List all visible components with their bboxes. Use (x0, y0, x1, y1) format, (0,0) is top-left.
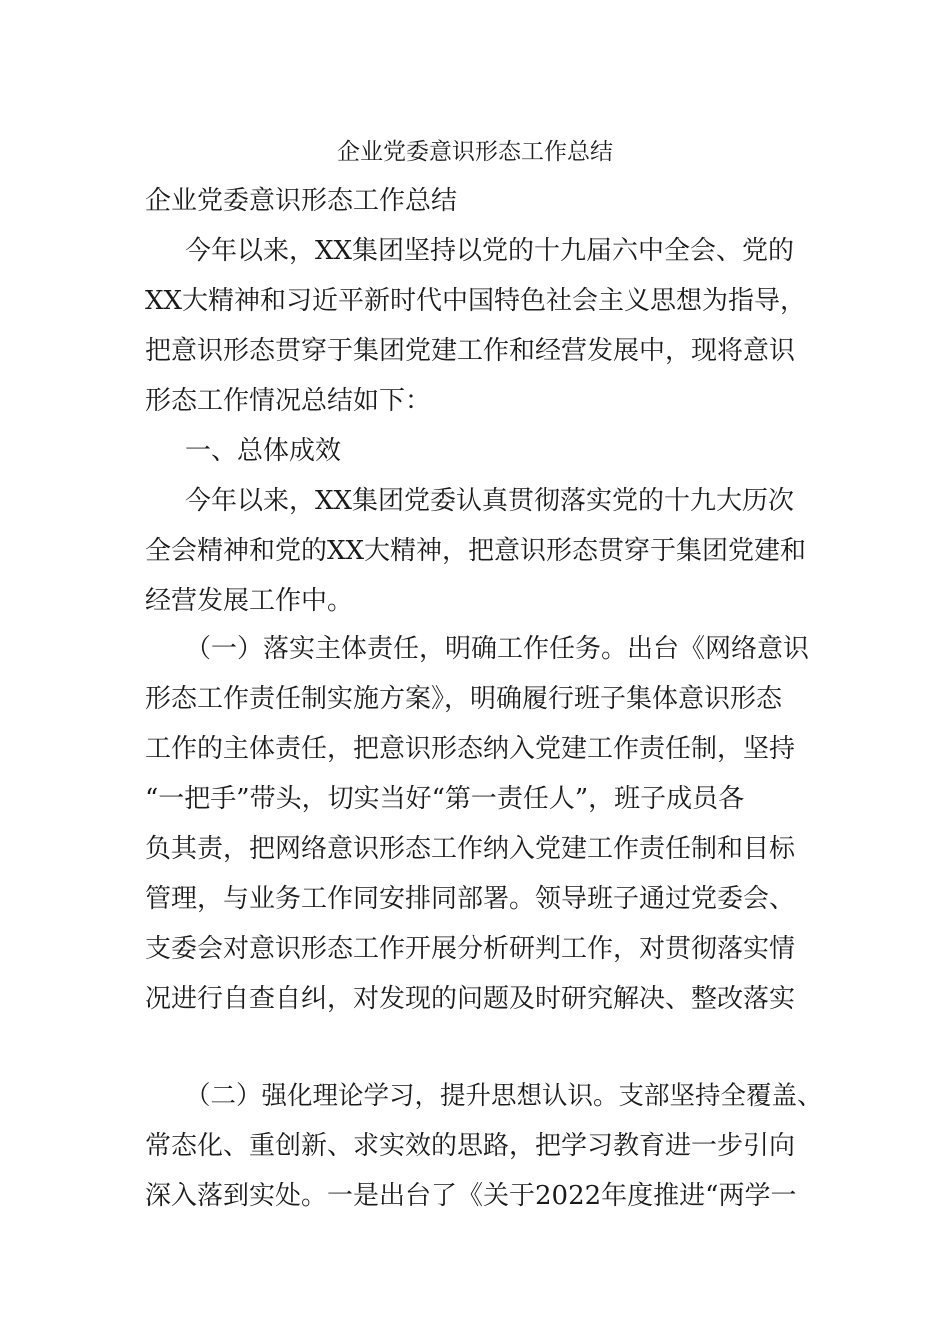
paragraph-line: （二）强化理论学习，提升思想认识。支部坚持全覆盖、 (185, 1081, 823, 1111)
document-title: 企业党委意识形态工作总结 (337, 139, 613, 165)
paragraph-line: 形态工作责任制实施方案》，明确履行班子集体意识形态 (145, 684, 783, 714)
paragraph-line: 形态工作情况总结如下： (145, 386, 432, 416)
paragraph-line: 全会精神和党的XX大精神，把意识形态贯穿于集团党建和 (145, 536, 807, 566)
paragraph-line: 支委会对意识形态工作开展分析研判工作，对贯彻落实情 (145, 934, 796, 964)
section-heading: 一、总体成效 (185, 436, 342, 466)
paragraph-line: 管理，与业务工作同安排同部署。领导班子通过党委会、 (145, 884, 796, 914)
paragraph-line: 今年以来，XX集团坚持以党的十九届六中全会、党的 (185, 236, 795, 266)
paragraph-line: （一）落实主体责任，明确工作任务。出台《网络意识 (185, 634, 810, 664)
subtitle-line: 企业党委意识形态工作总结 (145, 186, 458, 216)
paragraph-line: XX大精神和习近平新时代中国特色社会主义思想为指导， (145, 286, 807, 316)
paragraph-line: 深入落到实处。一是出台了《关于2022年度推进“两学一 (145, 1181, 797, 1211)
paragraph-line: 负其责，把网络意识形态工作纳入党建工作责任制和目标 (145, 834, 796, 864)
paragraph-line: 经营发展工作中。 (145, 586, 354, 616)
paragraph-line: 把意识形态贯穿于集团党建工作和经营发展中，现将意识 (145, 336, 796, 366)
paragraph-line: 况进行自查自纠，对发现的问题及时研究解决、整改落实 (145, 984, 796, 1014)
paragraph-line: “一把手”带头，切实当好“第一责任人”，班子成员各 (145, 784, 745, 814)
paragraph-line: 今年以来，XX集团党委认真贯彻落实党的十九大历次 (185, 486, 795, 516)
paragraph-line: 常态化、重创新、求实效的思路，把学习教育进一步引向 (145, 1131, 796, 1161)
paragraph-line: 工作的主体责任，把意识形态纳入党建工作责任制，坚持 (145, 734, 796, 764)
